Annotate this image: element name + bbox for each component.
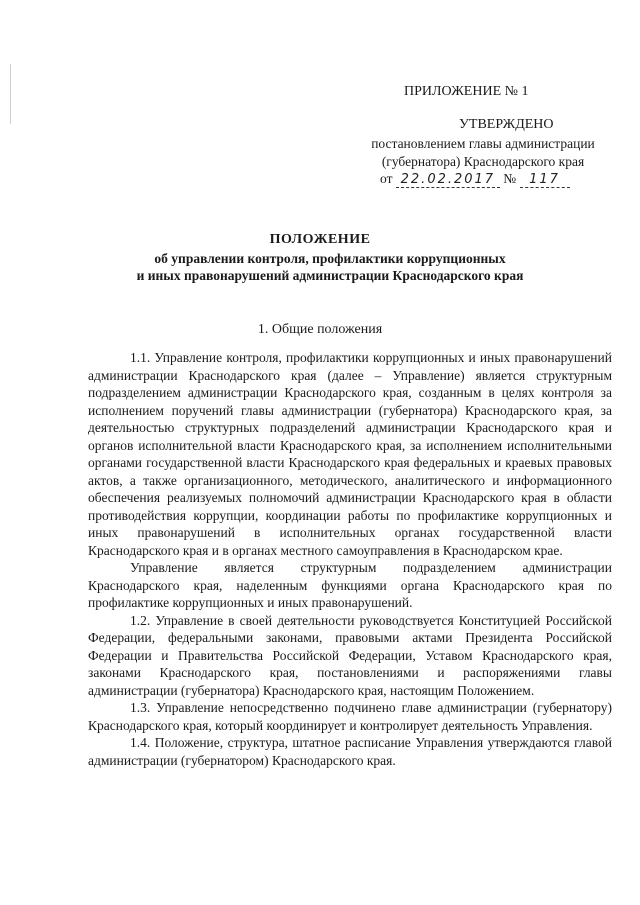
- appendix-label: ПРИЛОЖЕНИЕ № 1: [404, 84, 529, 99]
- handwritten-date: 22.02.2017: [396, 172, 500, 188]
- decree-line-2: (губернатора) Краснодарского края: [381, 154, 585, 169]
- decree-line-1: постановлением главы администрации: [371, 136, 595, 151]
- paragraph-1-3: 1.3. Управление непосредственно подчинено главе администрации (губернатору) Краснодарского края, который координирует и контролирует деятельность Управления.: [88, 700, 612, 733]
- number-prefix: №: [503, 171, 517, 186]
- paragraph-1-4: 1.4. Положение, структура, штатное расписание Управления утверждаются главой администрации (губернатором) Краснодарского края.: [88, 735, 612, 768]
- document-subtitle: [120, 250, 540, 284]
- scan-edge-mark: [10, 64, 11, 124]
- subtitle-line-1: об управлении контроля, профилактики коррупционных: [154, 251, 506, 266]
- subtitle-line-2: и иных правонарушений администрации Краснодарского края: [136, 268, 524, 283]
- paragraph-1-2: 1.2. Управление в своей деятельности руководствуется Конституцией Российской Федерации, федеральными законами, правовыми актами Президента Российской Федерации и Правительства Российской Федерации, Уставом Краснодарского края, законами Краснодарского края, постановлениями и распоряжениями главы администрации (губернатора) Краснодарского края, настоящим Положением.: [88, 612, 612, 698]
- document-title: ПОЛОЖЕНИЕ: [269, 232, 371, 247]
- paragraph-department-status: Управление является структурным подразделением администрации Краснодарского края, наделенным функциями органа Краснодарского края по профилактике коррупционных и иных правонарушений.: [88, 560, 612, 610]
- date-prefix: от: [380, 171, 393, 186]
- paragraph-1-1: 1.1. Управление контроля, профилактики коррупционных и иных правонарушений администрации Краснодарского края (далее – Управление) является структурным подразделением администрации Краснодарского края, созданным в целях контроля за исполнением поручений главы администрации (губернатора) Краснодарского края, за деятельностью структурных подразделений администрации Краснодарского края и органов исполнительной власти Краснодарского края, за исполнением исполнительными органами государственной власти Краснодарского края федеральных и краевых правовых актов, а также организационного, методического, аналитического и информационного обеспечения реализуемых полномочий администрации Краснодарского края в области противодействия коррупции, координации работы по профилактике коррупционных и иных правонарушений в исполнительных органах государственной власти Краснодарского края и в органах местного самоуправления в Краснодарском крае.: [88, 350, 612, 558]
- section-heading: 1. Общие положения: [257, 322, 383, 337]
- document-body: [88, 349, 612, 769]
- date-number-line: [380, 171, 570, 188]
- approved-label: УТВЕРЖДЕНО: [459, 117, 554, 132]
- decree-reference: [352, 135, 614, 171]
- handwritten-number: 117: [520, 172, 570, 188]
